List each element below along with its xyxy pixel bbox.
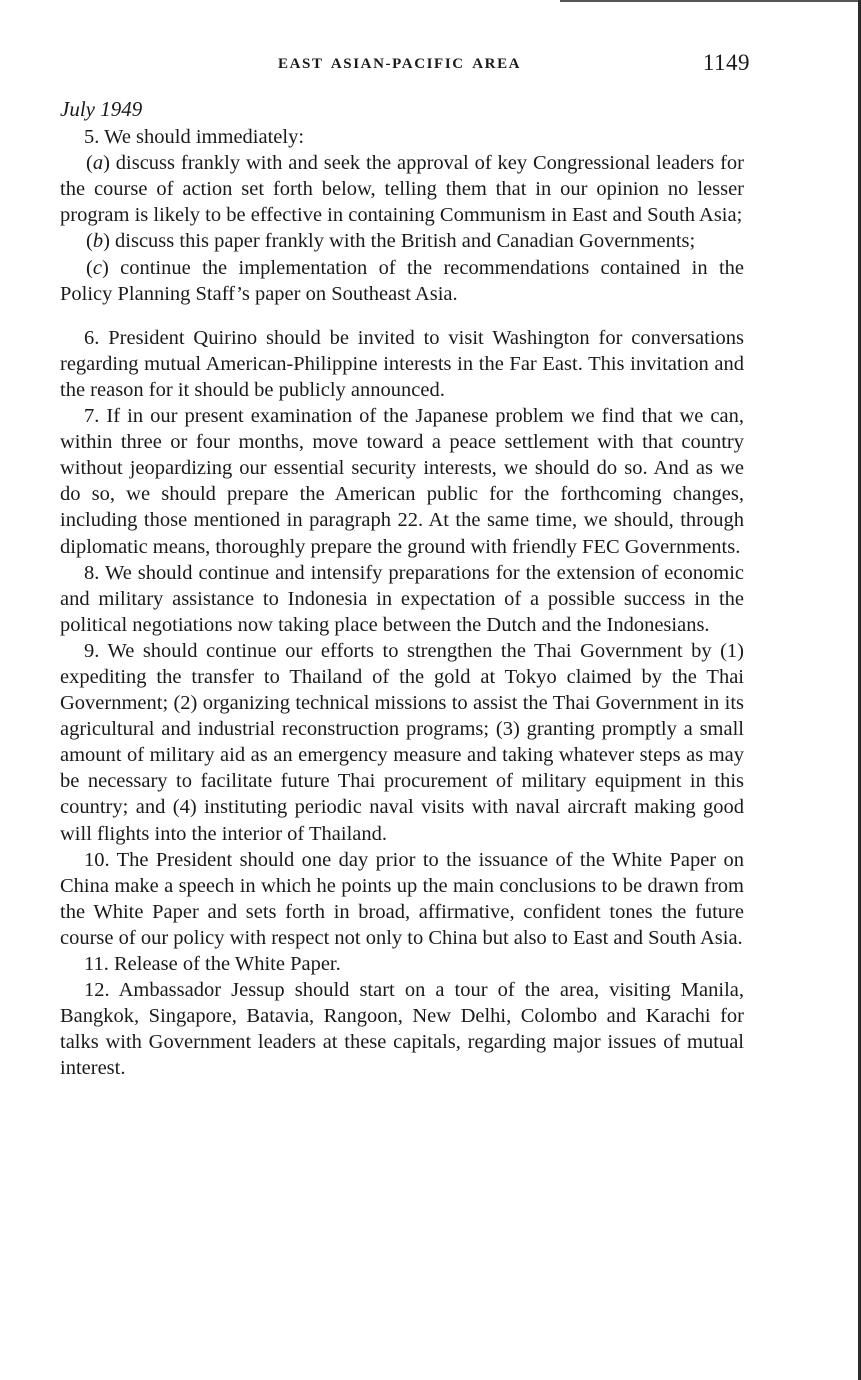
section-gap [60, 307, 744, 325]
paragraph-10: 10. The President should one day prior to the issuance of the White Paper on China make a speech in which he points up the main conclusions to be drawn from the White Paper and sets forth in broad, affirmative, confident tones the future course of our policy with respect not only to China but also to East and South Asia. [60, 848, 744, 949]
paragraph-5a: (a) discuss frankly with and seek the approval of key Congressional leaders for the course of action set forth below, telling them that in our opinion no lesser program is likely to be effective in containing Communism in East and South Asia; [60, 152, 744, 227]
paragraph-7: 7. If in our present examination of the Japanese problem we find that we can, within three or four months, move toward a peace settlement with that country without jeopardizing our essential security interests, we should do so. And as we do so, we should prepare the American public for the forthcoming changes, including those mentioned in paragraph 22. At the same time, we should, through diplomatic means, thoroughly prepare the ground with friendly FEC Governments. [60, 405, 744, 558]
page-number: 1149 [702, 50, 750, 75]
paragraph-12: 12. Ambassador Jessup should start on a tour of the area, visiting Manila, Bangkok, Singapore, Batavia, Rangoon, New Delhi, Colombo and Karachi for talks with Government leaders at these capitals, regarding major issues of mutual interest. [60, 979, 744, 1080]
paragraph-5: 5. We should immediately: [84, 126, 305, 149]
paragraph-6: 6. President Quirino should be invited to visit Washington for conversations regarding mutual American-Philippine interests in the Far East. This invitation and the reason for it should be publicly announced. [60, 326, 744, 401]
paragraph-9: 9. We should continue our efforts to strengthen the Thai Government by (1) expediting the transfer to Thailand of the gold at Tokyo claimed by the Thai Government; (2) organizing technical missions to assist the Thai Government in its agricultural and industrial reconstruction programs; (3) granting promptly a small amount of military aid as an emergency measure and taking whatever steps as may be necessary to facilitate future Thai procurement of military equipment in this country; and (4) instituting periodic naval visits with naval aircraft making good will flights into the interior of Thailand. [60, 639, 744, 845]
page-header [60, 50, 750, 80]
paragraph-11: 11. Release of the White Paper. [84, 953, 341, 975]
paragraph-5c: (c) continue the implementation of the recommendations contained in the Policy Planning Staff’s paper on Southeast Asia. [60, 256, 744, 305]
document-body [60, 96, 744, 1081]
paragraph-8: 8. We should continue and intensify preparations for the extension of economic and military assistance to Indonesia in expectation of a possible success in the political negotiations now taking place between the Dutch and the Indonesians. [60, 561, 744, 636]
paragraph-5b: (b) discuss this paper frankly with the British and Canadian Governments; [86, 230, 696, 253]
page-edge-top [560, 0, 861, 2]
running-head: EAST ASIAN-PACIFIC AREA [278, 56, 522, 72]
document-date: July 1949 [60, 97, 143, 121]
